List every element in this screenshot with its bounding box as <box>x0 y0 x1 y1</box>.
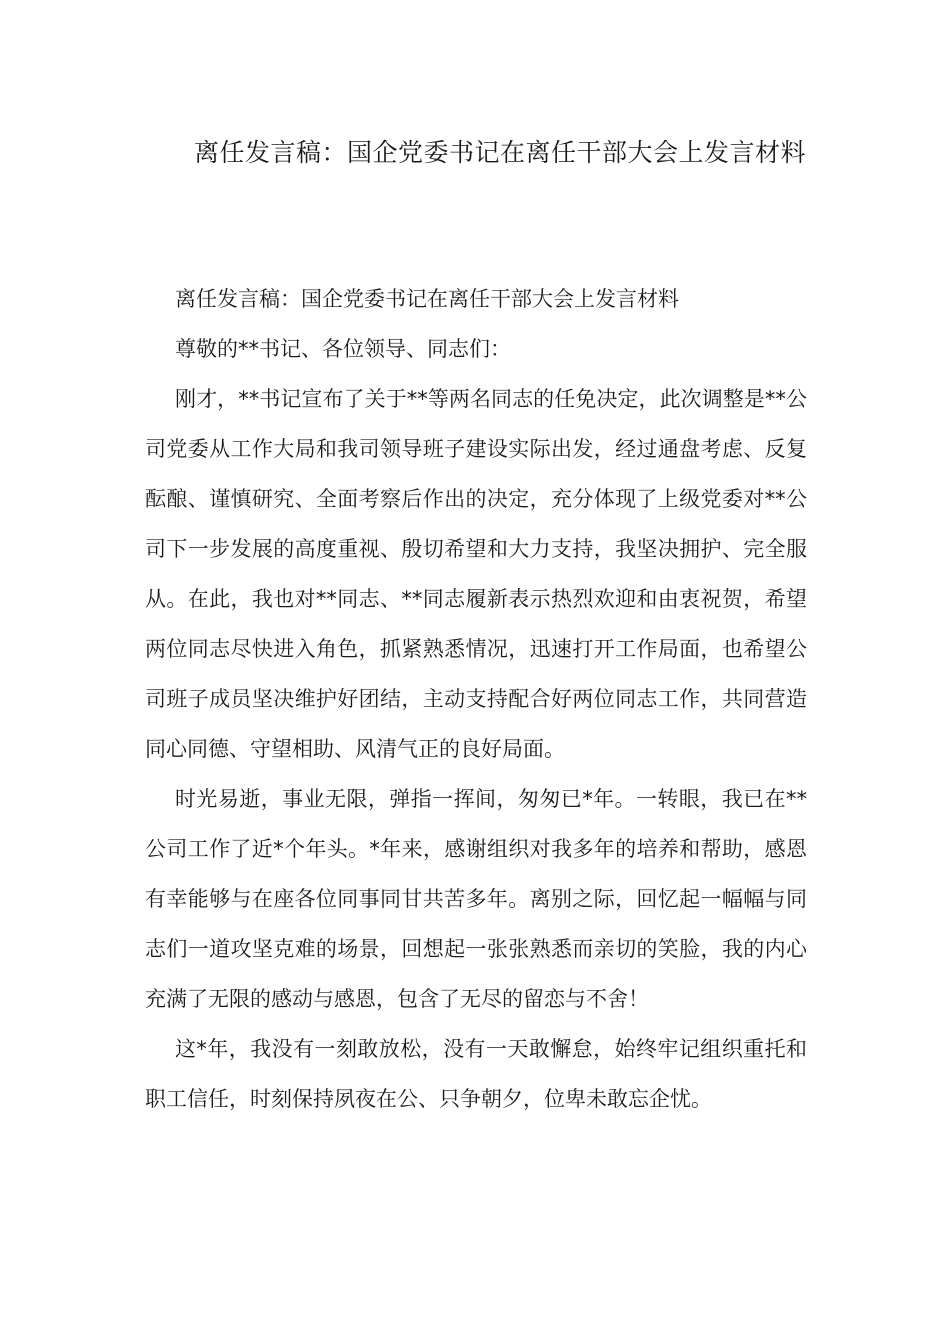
document-body <box>145 274 807 1124</box>
paragraph-salutation: 尊敬的**书记、各位领导、同志们： <box>175 337 511 361</box>
paragraph-1: 刚才，**书记宣布了关于**等两名同志的任免决定，此次调整是**公司党委从工作大局和我司领导班子建设实际出发，经过通盘考虑、反复酝酿、谨慎研究、全面考察后作出的决定，充分体现了上级党委对**公司下一步发展的高度重视、殷切希望和大力支持，我坚决拥护、完全服从。在此，我也对**同志、**同志履新表示热烈欢迎和由衷祝贺，希望两位同志尽快进入角色，抓紧熟悉情况，迅速打开工作局面，也希望公司班子成员坚决维护好团结，主动支持配合好两位同志工作，共同营造同心同德、守望相助、风清气正的良好局面。 <box>145 387 807 761</box>
paragraph-3: 这*年，我没有一刻敢放松，没有一天敢懈怠，始终牢记组织重托和职工信任，时刻保持夙夜在公、只争朝夕，位卑未敢忘企忧。 <box>145 1037 807 1111</box>
paragraph-2: 时光易逝，事业无限，弹指一挥间，匆匆已*年。一转眼，我已在**公司工作了近*个年头。*年来，感谢组织对我多年的培养和帮助，感恩有幸能够与在座各位同事同甘共苦多年。离别之际，回忆起一幅幅与同志们一道攻坚克难的场景，回想起一张张熟悉而亲切的笑脸，我的内心充满了无限的感动与感恩，包含了无尽的留恋与不舍！ <box>145 787 807 1011</box>
paragraph-heading: 离任发言稿：国企党委书记在离任干部大会上发言材料 <box>175 287 679 311</box>
document-title: 离任发言稿：国企党委书记在离任干部大会上发言材料 <box>193 138 806 167</box>
